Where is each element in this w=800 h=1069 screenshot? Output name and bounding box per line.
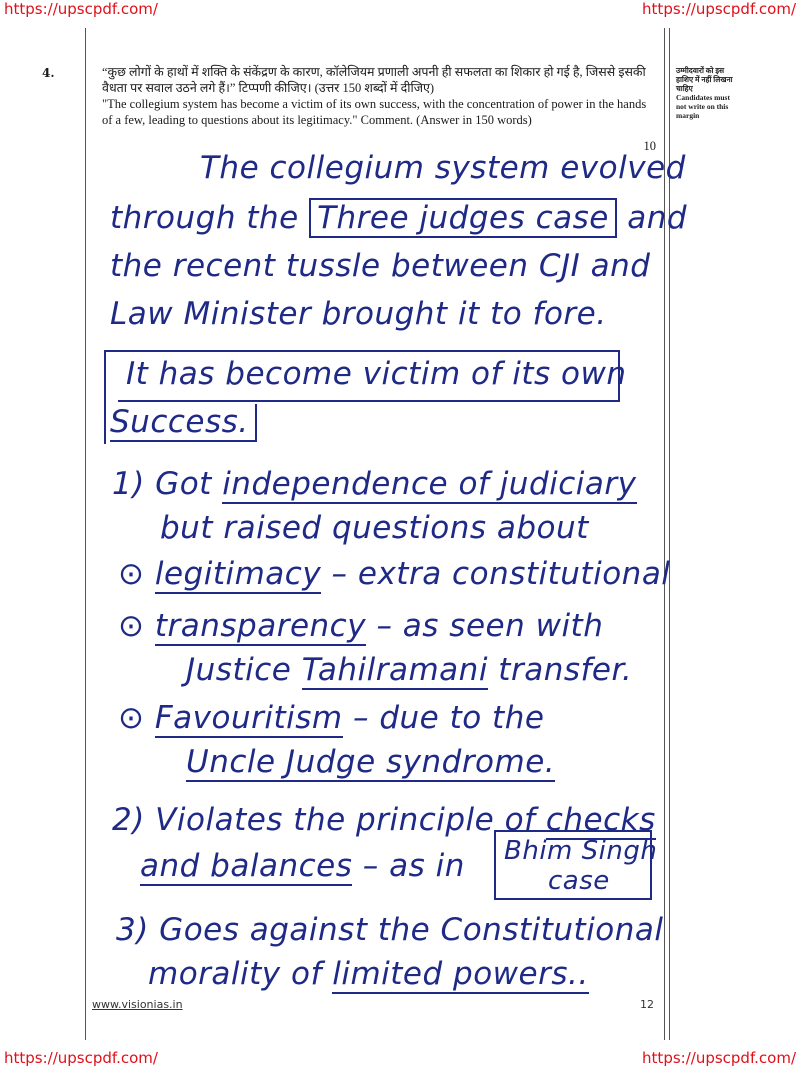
- bullet-transparency-continuation: [186, 652, 632, 688]
- answer-line-2a: through the: [110, 200, 299, 236]
- bullet-transparency-underlined: transparency: [154, 608, 367, 644]
- point-1-continuation: but raised questions about: [160, 510, 589, 546]
- watermark-top-right[interactable]: https://upscpdf.com/: [642, 0, 796, 18]
- point-1-prefix: 1) Got: [112, 466, 212, 502]
- left-margin-line: [85, 28, 86, 1040]
- answer-line-3: the recent tussle between CJI and: [110, 248, 651, 284]
- three-judges-case-box: Three judges case: [309, 198, 617, 238]
- question-english: "The collegium system has become a victim of its own success, with the concentration of power in the hands of a few, leading to questions about its legitimacy." Comment. (Answer in 150 words): [102, 97, 647, 127]
- bullet-favouritism-underlined: Favouritism: [154, 700, 343, 736]
- balances-underlined: and balances: [140, 848, 353, 884]
- uncle-judge-syndrome: Uncle Judge syndrome.: [186, 744, 556, 780]
- point-1: [112, 466, 637, 502]
- answer-line-6: Success.: [110, 404, 257, 442]
- bullet-legitimacy-rest: – extra constitutional: [331, 556, 671, 592]
- bullet-icon: ⊙: [118, 608, 145, 644]
- question-text: [102, 64, 656, 153]
- answer-line-1: The collegium system evolved: [200, 150, 686, 186]
- bullet-icon: ⊙: [118, 556, 145, 592]
- watermark-bottom-right[interactable]: https://upscpdf.com/: [642, 1049, 796, 1067]
- answer-line-2b: and: [627, 200, 688, 236]
- bhim-singh-label: Bhim Singh: [504, 836, 658, 866]
- point-3: 3) Goes against the Constitutional: [116, 912, 664, 948]
- tahilramani-underlined: Tahilramani: [301, 652, 488, 688]
- footer-site[interactable]: www.visionias.in: [92, 998, 183, 1011]
- bullet-icon: ⊙: [118, 700, 145, 736]
- answer-line-4: Law Minister brought it to fore.: [110, 296, 607, 332]
- bullet-favouritism-rest: – due to the: [352, 700, 545, 736]
- bhim-singh-case-box: [494, 830, 658, 900]
- case-label: case: [548, 866, 610, 896]
- transfer-label: transfer.: [498, 652, 633, 688]
- bullet-transparency: [118, 608, 603, 644]
- bullet-favouritism: [118, 700, 544, 736]
- checks-underlined: checks: [545, 802, 656, 838]
- point-2-continuation: [140, 848, 465, 884]
- morality-of: morality of: [148, 956, 322, 992]
- point-3-continuation: [148, 956, 589, 992]
- point-1-underlined: independence of judiciary: [222, 466, 637, 502]
- answer-line-5: It has become victim of its own: [126, 356, 627, 392]
- question-number: 4.: [42, 66, 55, 80]
- point-2-prefix: 2) Violates the principle of: [112, 802, 536, 838]
- margin-note-hindi: उम्मीदवारों को इस हाशिए में नहीं लिखना चाहिए: [676, 66, 733, 93]
- bullet-favouritism-continuation: [186, 744, 555, 780]
- watermark-bottom-left[interactable]: https://upscpdf.com/: [4, 1049, 158, 1067]
- watermark-top-left[interactable]: https://upscpdf.com/: [4, 0, 158, 18]
- page-number: 12: [640, 998, 654, 1011]
- answer-line-2: [110, 200, 687, 236]
- question-hindi: “कुछ लोगों के हाथों में शक्ति के संकेंद्रण के कारण, कॉलेजियम प्रणाली अपनी ही सफलता का शिकार हो गई है, जिससे इसकी वैधता पर सवाल उठने लगे हैं।” टिप्पणी कीजिए। (उत्तर 150 शब्दों में दीजिए): [102, 65, 646, 95]
- point-2-as-in: – as in: [362, 848, 465, 884]
- justice-label: Justice: [186, 652, 292, 688]
- margin-note: [676, 66, 736, 120]
- question-marks: 10: [643, 139, 656, 153]
- bullet-legitimacy: [118, 556, 670, 592]
- limited-powers-underlined: limited powers..: [332, 956, 589, 992]
- bullet-legitimacy-underlined: legitimacy: [154, 556, 322, 592]
- margin-note-english: Candidates must not write on this margin: [676, 93, 730, 120]
- bullet-transparency-rest: – as seen with: [376, 608, 604, 644]
